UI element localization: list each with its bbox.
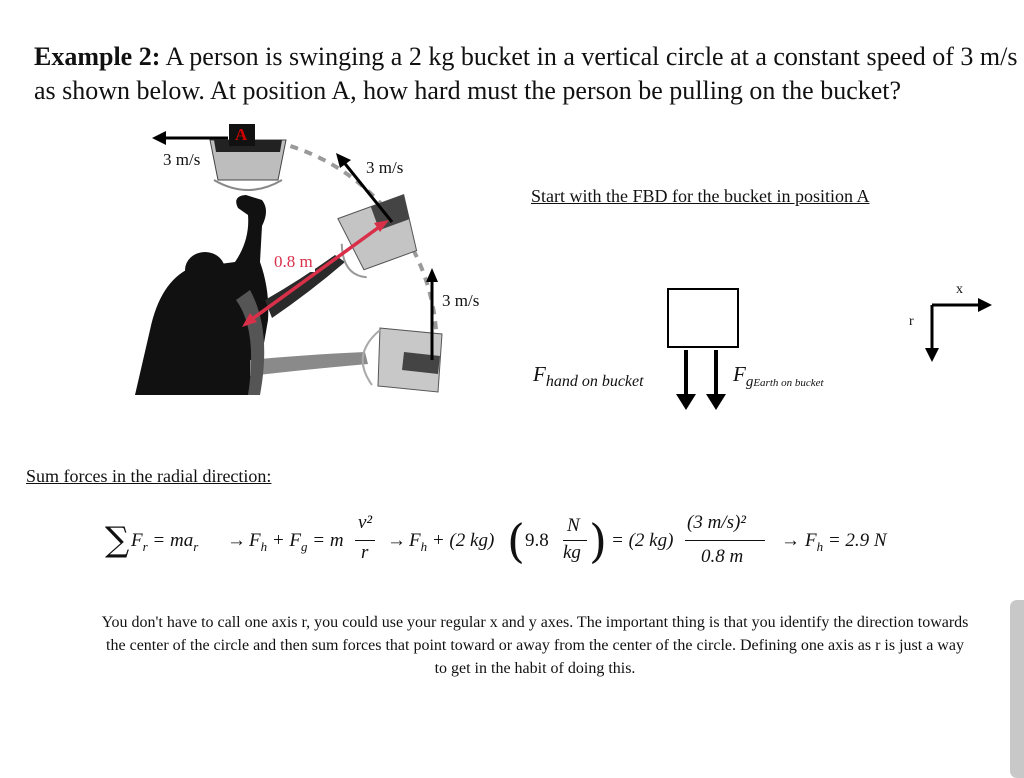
force-gravity-g: g <box>745 374 754 391</box>
fbd-heading: Start with the FBD for the bucket in position A <box>531 186 870 206</box>
eq-arrow-2: → <box>387 530 406 551</box>
force-arrow-gravity <box>706 350 726 410</box>
problem-text: A person is swinging a 2 kg bucket in a vertical circle at a constant speed of 3 m/s as shown below. At position A, how hard must the person be pulling on the bucket? <box>34 42 1018 105</box>
eq-gravity-value: 9.8 <box>525 530 549 551</box>
force-gravity-symbol: F <box>733 362 746 386</box>
speed-label-middle: 3 m/s <box>366 158 404 177</box>
force-hand-symbol: F <box>533 362 546 386</box>
problem-label: Example 2: <box>34 42 161 71</box>
speed-label-right: 3 m/s <box>442 291 480 310</box>
scrollbar-thumb[interactable] <box>1010 600 1024 778</box>
eq-paren-right: ) <box>589 514 607 568</box>
eq-fh-fg: $F_h + F_g = m$ <box>249 530 344 554</box>
force-arrow-hand <box>676 350 696 410</box>
force-label-hand <box>533 362 644 391</box>
eq-velocity-num: (3 m/s)² <box>687 512 746 533</box>
eq-paren-left: ( <box>507 514 525 568</box>
eq-unit-n: N <box>567 515 580 536</box>
axis-label-x: x <box>956 282 963 297</box>
explanatory-note: You don't have to call one axis r, you could use your regular x and y axes. The important thing is that you identify the direction towards the center of the circle and then sum forces that point toward or away from the center of the circle. Defining one axis as r is just a way to get in the habit of doing this. <box>101 614 969 677</box>
eq-mass-rhs: = (2 kg) <box>611 530 674 551</box>
eq-arrow-1: → <box>227 530 246 551</box>
axis-indicator <box>925 298 992 362</box>
eq-fraction-bar-1 <box>355 540 375 541</box>
eq-sum-fr: $F_r = ma_r$ <box>131 530 199 554</box>
eq-radius-den: 0.8 m <box>701 546 744 567</box>
eq-arrow-3: → <box>781 530 800 551</box>
eq-fraction-bar-3 <box>685 540 765 541</box>
force-gravity-subscript: Earth on bucket <box>753 377 824 390</box>
sum-heading: Sum forces in the radial direction: <box>26 466 272 486</box>
force-hand-subscript: hand on bucket <box>545 373 644 391</box>
eq-r-denominator: r <box>361 542 369 563</box>
eq-v-squared: v² <box>358 512 373 533</box>
eq-fh-mass: $F_h + (2$ kg) <box>409 530 495 554</box>
eq-result: $F_h = 2.9$ N <box>805 530 887 554</box>
sigma-symbol: ∑ <box>105 520 130 560</box>
eq-fraction-bar-2 <box>563 540 587 541</box>
axis-label-r: r <box>909 314 914 329</box>
force-label-gravity <box>733 362 824 391</box>
radius-label: 0.8 m <box>274 252 313 271</box>
radial-equation <box>105 512 925 576</box>
eq-unit-kg: kg <box>563 542 581 563</box>
speed-label-top: 3 m/s <box>163 150 201 169</box>
position-a-label: A <box>235 125 248 144</box>
